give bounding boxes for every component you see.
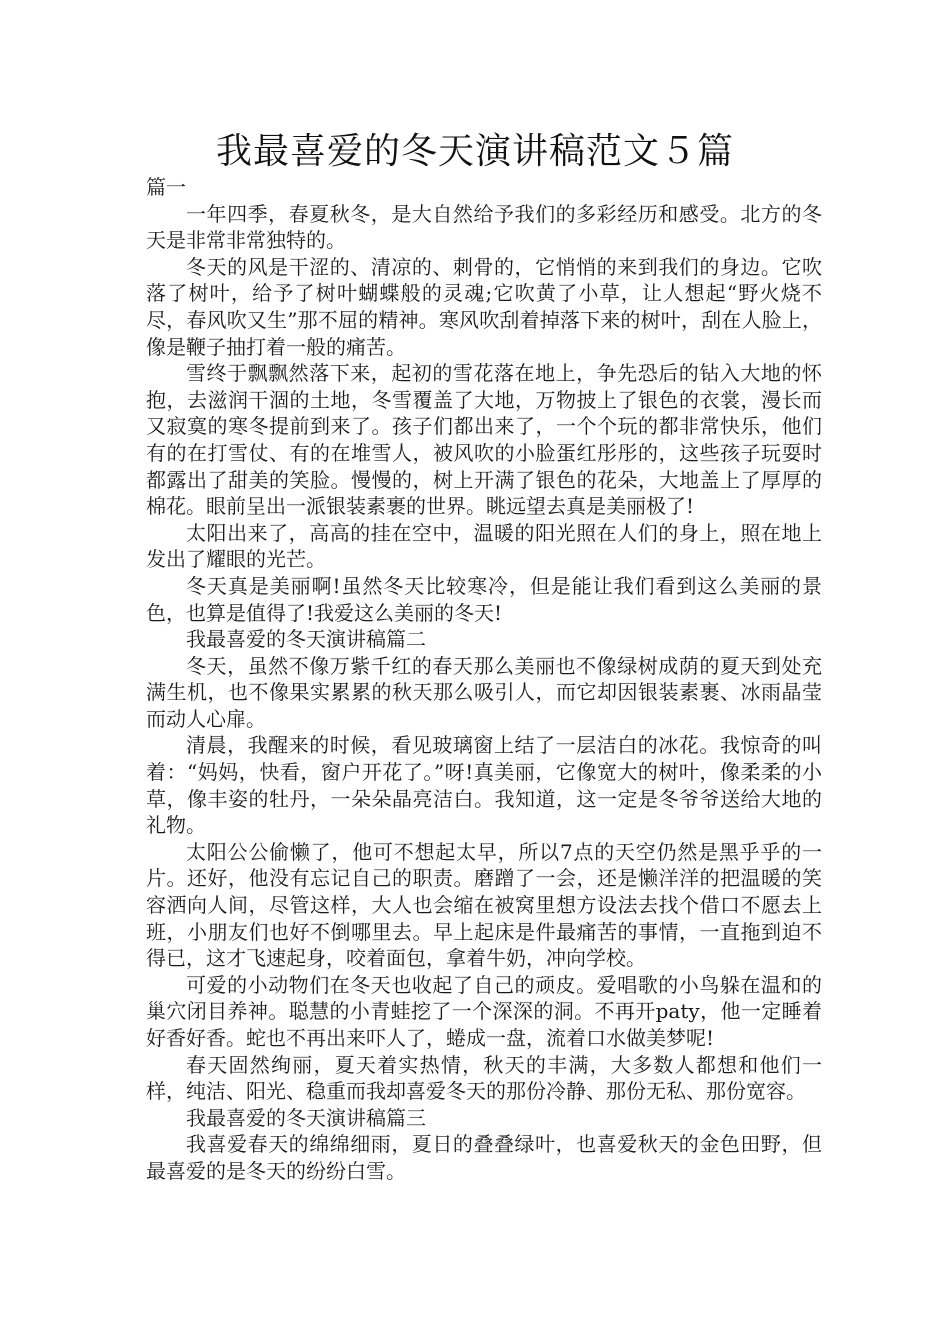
paragraph: 太阳公公偷懒了，他可不想起太早，所以7点的天空仍然是黑乎乎的一片。还好，他没有忘记自己的职责。磨蹭了一会，还是懒洋洋的把温暖的笑容洒向人间，尽管这样，大人也会缩在被窝里想方设法去找个借口不愿去上班，小朋友们也好不倒哪里去。早上起床是件最痛苦的事情，一直拖到迫不得已，这才飞速起身，咬着面包，拿着牛奶，冲向学校。 xyxy=(146,839,822,971)
paragraph: 春天固然绚丽，夏天着实热情，秋天的丰满，大多数人都想和他们一样，纯洁、阳光、稳重而我却喜爱冬天的那份冷静、那份无私、那份宽容。 xyxy=(146,1052,822,1104)
document-body xyxy=(146,174,822,1185)
paragraph: 我喜爱春天的绵绵细雨，夏日的叠叠绿叶，也喜爱秋天的金色田野，但最喜爱的是冬天的纷纷白雪。 xyxy=(146,1132,822,1183)
section-heading: 我最喜爱的冬天演讲稿篇二 xyxy=(186,627,426,652)
paragraph: 冬天，虽然不像万紫千红的春天那么美丽也不像绿树成荫的夏天到处充满生机，也不像果实累累的秋天那么吸引人，而它却因银装素裹、冰雨晶莹而动人心扉。 xyxy=(146,653,822,731)
paragraph: 雪终于飘飘然落下来，起初的雪花落在地上，争先恐后的钻入大地的怀抱，去滋润干涸的土地，冬雪覆盖了大地，万物披上了银色的衣裳，漫长而又寂寞的寒冬提前到来了。孩子们都出来了，一个个玩的都非常快乐，他们有的在打雪仗、有的在堆雪人，被风吹的小脸蛋红彤彤的，这些孩子玩耍时都露出了甜美的笑脸。慢慢的，树上开满了银色的花朵，大地盖上了厚厚的棉花。眼前呈出一派银装素裹的世界。眺远望去真是美丽极了! xyxy=(146,361,822,519)
paragraph: 冬天真是美丽啊!虽然冬天比较寒冷，但是能让我们看到这么美丽的景色，也算是值得了!我爱这么美丽的冬天! xyxy=(146,573,822,625)
document-title: 我最喜爱的冬天演讲稿范文５篇 xyxy=(215,131,734,172)
paragraph: 清晨，我醒来的时候，看见玻璃窗上结了一层洁白的冰花。我惊奇的叫着：“妈妈，快看，窗户开花了。”呀!真美丽，它像宽大的树叶，像柔柔的小草，像丰姿的牡丹，一朵朵晶亮洁白。我知道，这一定是冬爷爷送给大地的礼物。 xyxy=(146,733,822,838)
paragraph: 可爱的小动物们在冬天也收起了自己的顽皮。爱唱歌的小鸟躲在温和的巢穴闭目养神。聪慧的小青蛙挖了一个深深的洞。不再开paty，他一定睡着好香好香。蛇也不再出来吓人了，蜷成一盘，流着口水做美梦呢! xyxy=(146,972,822,1050)
paragraph: 冬天的风是干涩的、清凉的、刺骨的，它悄悄的来到我们的身边。它吹落了树叶，给予了树叶蝴蝶般的灵魂;它吹黄了小草，让人想起“野火烧不尽，春风吹又生”那不屈的精神。寒风吹刮着掉落下来的树叶，刮在人脸上，像是鞭子抽打着一般的痛苦。 xyxy=(146,254,822,359)
section-heading: 篇一 xyxy=(146,175,186,199)
paragraph: 太阳出来了，高高的挂在空中，温暖的阳光照在人们的身上，照在地上发出了耀眼的光芒。 xyxy=(146,520,822,572)
paragraph: 一年四季，春夏秋冬，是大自然给予我们的多彩经历和感受。北方的冬天是非常非常独特的。 xyxy=(146,201,822,253)
section-heading: 我最喜爱的冬天演讲稿篇三 xyxy=(186,1105,426,1130)
